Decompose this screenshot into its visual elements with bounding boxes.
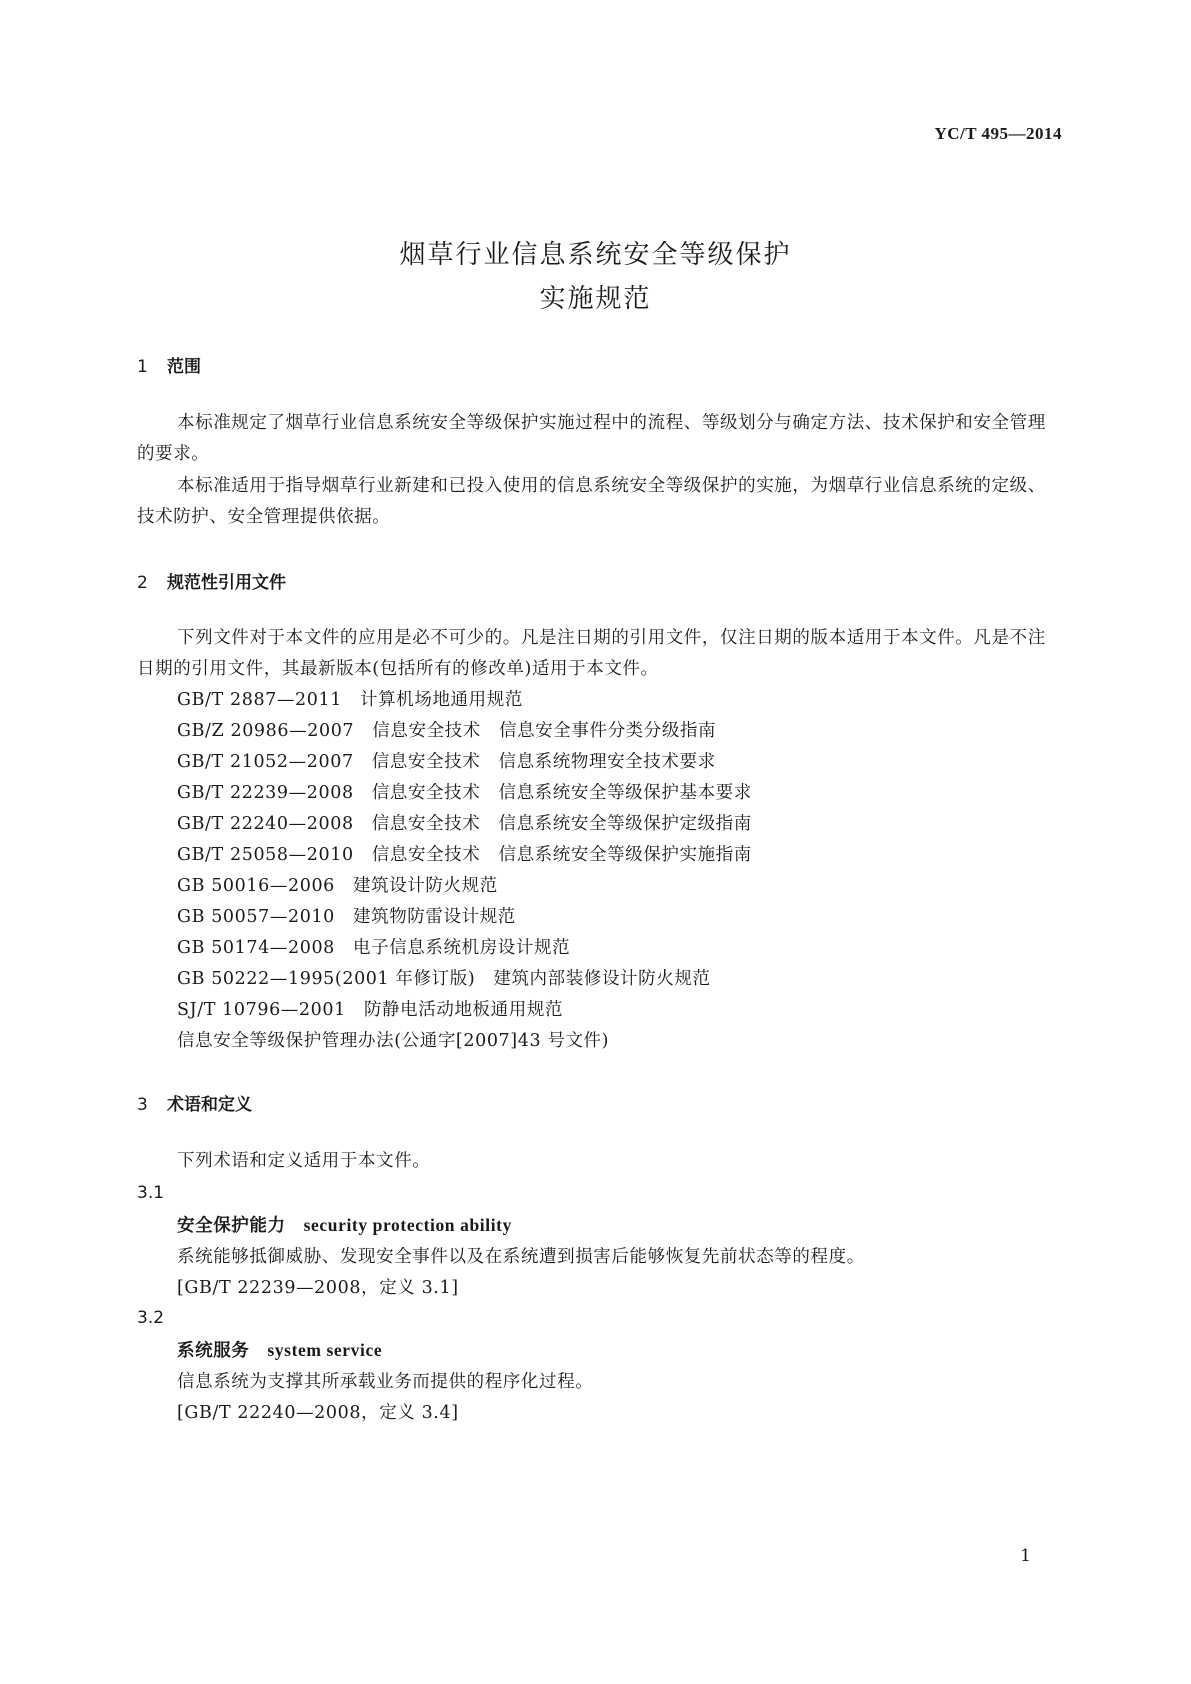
scope-paragraph-2: 本标准适用于指导烟草行业新建和已投入使用的信息系统安全等级保护的实施，为烟草行业信息系统的定级、技术防护、安全管理提供依据。 (137, 476, 1046, 527)
standard-code: YC/T 495—2014 (934, 124, 1062, 143)
section-number: 2 (137, 573, 148, 593)
section-number: 1 (137, 357, 148, 377)
term-number: 3.1 (137, 1183, 165, 1203)
section-title: 范围 (167, 357, 201, 377)
reference-item: GB/Z 20986—2007 信息安全技术 信息安全事件分类分级指南 (177, 721, 717, 741)
section-number: 3 (137, 1095, 148, 1115)
reference-item: GB/T 25058—2010 信息安全技术 信息系统安全等级保护实施指南 (177, 845, 752, 865)
terms-intro: 下列术语和定义适用于本文件。 (177, 1151, 431, 1171)
section-title: 术语和定义 (167, 1095, 252, 1115)
term-definition: 系统能够抵御威胁、发现安全事件以及在系统遭到损害后能够恢复先前状态等的程度。 (177, 1247, 865, 1267)
term-source: [GB/T 22240—2008，定义 3.4] (177, 1403, 459, 1423)
section-heading-scope (137, 352, 201, 377)
section-heading-normative (137, 568, 286, 593)
page-number: 1 (1020, 1546, 1031, 1566)
reference-item: GB 50222—1995(2001 年修订版) 建筑内部装修设计防火规范 (177, 969, 711, 989)
term-zh: 安全保护能力 (177, 1216, 286, 1236)
document-title-line1: 烟草行业信息系统安全等级保护 (399, 240, 792, 270)
reference-item: GB/T 22239—2008 信息安全技术 信息系统安全等级保护基本要求 (177, 783, 752, 803)
reference-item: 信息安全等级保护管理办法(公通字[2007]43 号文件) (177, 1031, 610, 1051)
term-zh: 系统服务 (177, 1341, 250, 1361)
section-heading-terms (137, 1090, 252, 1115)
term-source: [GB/T 22239—2008，定义 3.1] (177, 1278, 459, 1298)
reference-item: GB/T 21052—2007 信息安全技术 信息系统物理安全技术要求 (177, 752, 716, 772)
reference-item: SJ/T 10796—2001 防静电活动地板通用规范 (177, 1000, 564, 1020)
reference-item: GB 50174—2008 电子信息系统机房设计规范 (177, 938, 571, 958)
reference-item: GB/T 2887—2011 计算机场地通用规范 (177, 690, 523, 710)
document-title-line2: 实施规范 (539, 284, 652, 314)
section-title: 规范性引用文件 (167, 573, 286, 593)
term-heading (177, 1337, 382, 1362)
term-definition: 信息系统为支撑其所承载业务而提供的程序化过程。 (177, 1372, 594, 1392)
term-en: security protection ability (303, 1215, 512, 1235)
term-number: 3.2 (137, 1308, 165, 1328)
reference-item: GB 50016—2006 建筑设计防火规范 (177, 876, 498, 896)
normative-intro: 下列文件对于本文件的应用是必不可少的。凡是注日期的引用文件，仅注日期的版本适用于本文件。凡是不注日期的引用文件，其最新版本(包括所有的修改单)适用于本文件。 (137, 628, 1046, 679)
reference-item: GB/T 22240—2008 信息安全技术 信息系统安全等级保护定级指南 (177, 814, 752, 834)
scope-paragraph-1: 本标准规定了烟草行业信息系统安全等级保护实施过程中的流程、等级划分与确定方法、技术保护和安全管理的要求。 (137, 413, 1046, 464)
reference-item: GB 50057—2010 建筑物防雷设计规范 (177, 907, 516, 927)
term-en: system service (267, 1340, 383, 1360)
term-heading (177, 1212, 512, 1237)
